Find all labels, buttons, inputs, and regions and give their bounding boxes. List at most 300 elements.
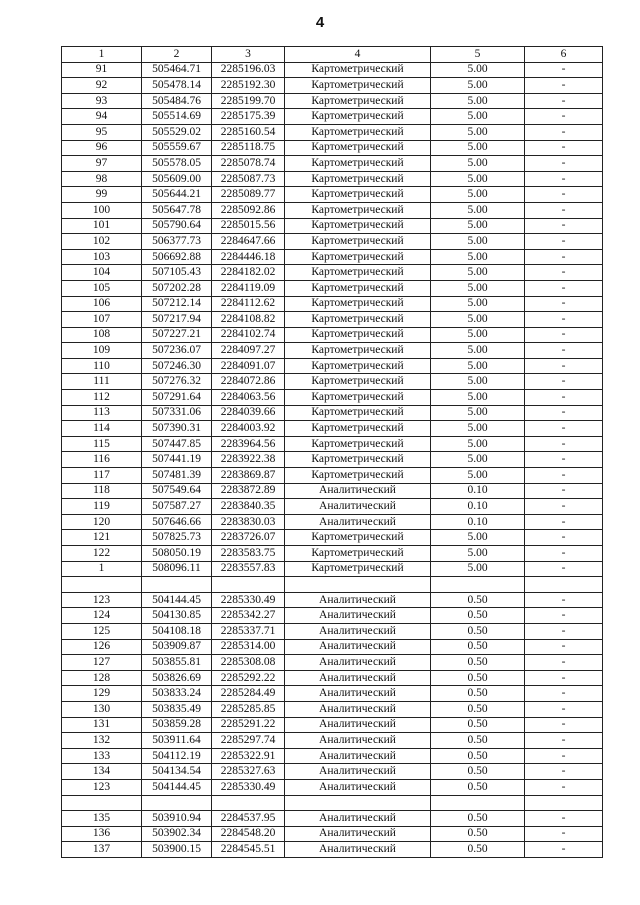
x-coordinate-cell: 505514.69 xyxy=(142,109,212,125)
table-row xyxy=(62,592,603,608)
note-cell: - xyxy=(525,218,603,234)
y-coordinate-cell: 2284108.82 xyxy=(212,312,285,328)
table-row xyxy=(62,312,603,328)
method-cell: Картометрический xyxy=(285,171,431,187)
y-coordinate-cell: 2285087.73 xyxy=(212,171,285,187)
note-cell: - xyxy=(525,78,603,94)
y-coordinate-cell: 2284647.66 xyxy=(212,234,285,250)
method-cell: Картометрический xyxy=(285,93,431,109)
y-coordinate-cell: 2285285.85 xyxy=(212,701,285,717)
accuracy-cell: 0.50 xyxy=(431,717,525,733)
x-coordinate-cell: 507390.31 xyxy=(142,421,212,437)
note-cell xyxy=(525,577,603,593)
y-coordinate-cell xyxy=(212,795,285,811)
x-coordinate-cell xyxy=(142,577,212,593)
x-coordinate-cell: 504144.45 xyxy=(142,779,212,795)
accuracy-cell: 0.50 xyxy=(431,686,525,702)
table-row xyxy=(62,109,603,125)
method-cell: Картометрический xyxy=(285,202,431,218)
point-number-cell: 104 xyxy=(62,265,142,281)
note-cell: - xyxy=(525,546,603,562)
x-coordinate-cell: 508050.19 xyxy=(142,546,212,562)
x-coordinate-cell xyxy=(142,795,212,811)
accuracy-cell: 5.00 xyxy=(431,343,525,359)
accuracy-cell: 0.50 xyxy=(431,748,525,764)
note-cell: - xyxy=(525,405,603,421)
method-cell: Картометрический xyxy=(285,124,431,140)
table-row xyxy=(62,156,603,172)
y-coordinate-cell: 2284446.18 xyxy=(212,249,285,265)
point-number-cell: 123 xyxy=(62,779,142,795)
note-cell: - xyxy=(525,608,603,624)
point-number-cell: 115 xyxy=(62,436,142,452)
header-cell: 2 xyxy=(142,47,212,63)
table-row xyxy=(62,140,603,156)
note-cell: - xyxy=(525,234,603,250)
x-coordinate-cell: 507447.85 xyxy=(142,436,212,452)
x-coordinate-cell: 503902.34 xyxy=(142,826,212,842)
note-cell: - xyxy=(525,670,603,686)
x-coordinate-cell: 504134.54 xyxy=(142,764,212,780)
table-row xyxy=(62,249,603,265)
table-row xyxy=(62,234,603,250)
point-number-cell: 101 xyxy=(62,218,142,234)
point-number-cell: 97 xyxy=(62,156,142,172)
point-number-cell: 106 xyxy=(62,296,142,312)
accuracy-cell: 5.00 xyxy=(431,156,525,172)
table-row xyxy=(62,218,603,234)
y-coordinate-cell: 2285297.74 xyxy=(212,733,285,749)
method-cell: Аналитический xyxy=(285,592,431,608)
accuracy-cell: 5.00 xyxy=(431,218,525,234)
accuracy-cell: 5.00 xyxy=(431,546,525,562)
table-row xyxy=(62,280,603,296)
point-number-cell: 132 xyxy=(62,733,142,749)
y-coordinate-cell: 2285175.39 xyxy=(212,109,285,125)
table-row xyxy=(62,124,603,140)
method-cell: Картометрический xyxy=(285,62,431,78)
accuracy-cell: 0.50 xyxy=(431,811,525,827)
x-coordinate-cell: 503911.64 xyxy=(142,733,212,749)
table-row xyxy=(62,639,603,655)
table-row xyxy=(62,826,603,842)
y-coordinate-cell: 2285322.91 xyxy=(212,748,285,764)
x-coordinate-cell: 506692.88 xyxy=(142,249,212,265)
y-coordinate-cell: 2284102.74 xyxy=(212,327,285,343)
y-coordinate-cell: 2284545.51 xyxy=(212,842,285,858)
note-cell: - xyxy=(525,374,603,390)
accuracy-cell: 5.00 xyxy=(431,436,525,452)
x-coordinate-cell: 506377.73 xyxy=(142,234,212,250)
note-cell: - xyxy=(525,124,603,140)
table-row xyxy=(62,686,603,702)
y-coordinate-cell: 2285196.03 xyxy=(212,62,285,78)
y-coordinate-cell: 2285199.70 xyxy=(212,93,285,109)
x-coordinate-cell: 505478.14 xyxy=(142,78,212,94)
y-coordinate-cell xyxy=(212,577,285,593)
table-row xyxy=(62,421,603,437)
y-coordinate-cell: 2284182.02 xyxy=(212,265,285,281)
table-row xyxy=(62,93,603,109)
note-cell: - xyxy=(525,701,603,717)
accuracy-cell: 0.50 xyxy=(431,623,525,639)
method-cell: Аналитический xyxy=(285,811,431,827)
point-number-cell: 116 xyxy=(62,452,142,468)
y-coordinate-cell: 2285327.63 xyxy=(212,764,285,780)
table-row xyxy=(62,499,603,515)
accuracy-cell: 0.50 xyxy=(431,733,525,749)
accuracy-cell: 0.50 xyxy=(431,592,525,608)
point-number-cell: 122 xyxy=(62,546,142,562)
y-coordinate-cell: 2284039.66 xyxy=(212,405,285,421)
accuracy-cell: 0.10 xyxy=(431,483,525,499)
method-cell xyxy=(285,795,431,811)
method-cell: Аналитический xyxy=(285,826,431,842)
table-row xyxy=(62,436,603,452)
point-number-cell: 91 xyxy=(62,62,142,78)
note-cell: - xyxy=(525,826,603,842)
accuracy-cell: 5.00 xyxy=(431,421,525,437)
accuracy-cell: 5.00 xyxy=(431,296,525,312)
table-row xyxy=(62,779,603,795)
x-coordinate-cell: 505529.02 xyxy=(142,124,212,140)
point-number-cell: 125 xyxy=(62,623,142,639)
y-coordinate-cell: 2283726.07 xyxy=(212,530,285,546)
note-cell: - xyxy=(525,717,603,733)
method-cell: Картометрический xyxy=(285,296,431,312)
table-row xyxy=(62,171,603,187)
y-coordinate-cell: 2285342.27 xyxy=(212,608,285,624)
method-cell: Аналитический xyxy=(285,499,431,515)
method-cell: Картометрический xyxy=(285,140,431,156)
method-cell: Картометрический xyxy=(285,78,431,94)
note-cell: - xyxy=(525,249,603,265)
x-coordinate-cell: 507217.94 xyxy=(142,312,212,328)
y-coordinate-cell: 2285337.71 xyxy=(212,623,285,639)
method-cell: Аналитический xyxy=(285,483,431,499)
point-number-cell: 135 xyxy=(62,811,142,827)
note-cell: - xyxy=(525,639,603,655)
note-cell: - xyxy=(525,93,603,109)
point-number-cell: 124 xyxy=(62,608,142,624)
method-cell: Картометрический xyxy=(285,187,431,203)
table-row xyxy=(62,546,603,562)
x-coordinate-cell: 507276.32 xyxy=(142,374,212,390)
method-cell: Картометрический xyxy=(285,234,431,250)
method-cell: Аналитический xyxy=(285,514,431,530)
note-cell: - xyxy=(525,499,603,515)
method-cell: Аналитический xyxy=(285,764,431,780)
point-number-cell: 100 xyxy=(62,202,142,218)
note-cell: - xyxy=(525,187,603,203)
note-cell: - xyxy=(525,514,603,530)
note-cell: - xyxy=(525,140,603,156)
accuracy-cell: 5.00 xyxy=(431,140,525,156)
x-coordinate-cell: 507246.30 xyxy=(142,358,212,374)
point-number-cell: 99 xyxy=(62,187,142,203)
point-number-cell: 119 xyxy=(62,499,142,515)
y-coordinate-cell: 2283557.83 xyxy=(212,561,285,577)
x-coordinate-cell: 505647.78 xyxy=(142,202,212,218)
accuracy-cell: 5.00 xyxy=(431,374,525,390)
y-coordinate-cell: 2285308.08 xyxy=(212,655,285,671)
accuracy-cell xyxy=(431,795,525,811)
note-cell: - xyxy=(525,436,603,452)
table-row xyxy=(62,764,603,780)
table-row xyxy=(62,296,603,312)
table-row xyxy=(62,811,603,827)
note-cell: - xyxy=(525,327,603,343)
point-number-cell: 130 xyxy=(62,701,142,717)
x-coordinate-cell: 507646.66 xyxy=(142,514,212,530)
y-coordinate-cell: 2283869.87 xyxy=(212,468,285,484)
x-coordinate-cell: 507212.14 xyxy=(142,296,212,312)
point-number-cell: 117 xyxy=(62,468,142,484)
point-number-cell: 1 xyxy=(62,561,142,577)
method-cell: Картометрический xyxy=(285,218,431,234)
y-coordinate-cell: 2284091.07 xyxy=(212,358,285,374)
table-row xyxy=(62,561,603,577)
x-coordinate-cell: 503900.15 xyxy=(142,842,212,858)
method-cell: Картометрический xyxy=(285,312,431,328)
x-coordinate-cell: 503835.49 xyxy=(142,701,212,717)
note-cell: - xyxy=(525,764,603,780)
point-number-cell: 133 xyxy=(62,748,142,764)
point-number-cell: 111 xyxy=(62,374,142,390)
point-number-cell: 121 xyxy=(62,530,142,546)
x-coordinate-cell: 503909.87 xyxy=(142,639,212,655)
table-row xyxy=(62,733,603,749)
x-coordinate-cell: 505609.00 xyxy=(142,171,212,187)
x-coordinate-cell: 505790.64 xyxy=(142,218,212,234)
method-cell: Аналитический xyxy=(285,733,431,749)
method-cell: Картометрический xyxy=(285,452,431,468)
y-coordinate-cell: 2284072.86 xyxy=(212,374,285,390)
table-row xyxy=(62,374,603,390)
method-cell: Аналитический xyxy=(285,670,431,686)
accuracy-cell: 5.00 xyxy=(431,202,525,218)
note-cell: - xyxy=(525,421,603,437)
y-coordinate-cell: 2285291.22 xyxy=(212,717,285,733)
x-coordinate-cell: 507291.64 xyxy=(142,390,212,406)
x-coordinate-cell: 507227.21 xyxy=(142,327,212,343)
page-number: 4 xyxy=(315,14,325,31)
point-number-cell: 93 xyxy=(62,93,142,109)
note-cell: - xyxy=(525,623,603,639)
note-cell: - xyxy=(525,468,603,484)
method-cell: Аналитический xyxy=(285,701,431,717)
note-cell: - xyxy=(525,109,603,125)
point-number-cell: 127 xyxy=(62,655,142,671)
accuracy-cell: 5.00 xyxy=(431,109,525,125)
method-cell: Аналитический xyxy=(285,748,431,764)
note-cell: - xyxy=(525,561,603,577)
point-number-cell: 114 xyxy=(62,421,142,437)
separator-row xyxy=(62,795,603,811)
note-cell: - xyxy=(525,202,603,218)
x-coordinate-cell: 507441.19 xyxy=(142,452,212,468)
y-coordinate-cell: 2283830.03 xyxy=(212,514,285,530)
table-row xyxy=(62,748,603,764)
y-coordinate-cell: 2283922.38 xyxy=(212,452,285,468)
accuracy-cell: 5.00 xyxy=(431,390,525,406)
note-cell: - xyxy=(525,779,603,795)
table-row xyxy=(62,530,603,546)
header-cell: 6 xyxy=(525,47,603,63)
table-row xyxy=(62,468,603,484)
point-number-cell: 102 xyxy=(62,234,142,250)
point-number-cell: 103 xyxy=(62,249,142,265)
note-cell: - xyxy=(525,280,603,296)
point-number-cell: 134 xyxy=(62,764,142,780)
accuracy-cell: 0.50 xyxy=(431,764,525,780)
table-row xyxy=(62,608,603,624)
table-row xyxy=(62,187,603,203)
accuracy-cell: 5.00 xyxy=(431,530,525,546)
x-coordinate-cell: 503859.28 xyxy=(142,717,212,733)
x-coordinate-cell: 504108.18 xyxy=(142,623,212,639)
method-cell: Картометрический xyxy=(285,265,431,281)
note-cell: - xyxy=(525,748,603,764)
point-number-cell: 96 xyxy=(62,140,142,156)
point-number-cell: 129 xyxy=(62,686,142,702)
point-number-cell: 94 xyxy=(62,109,142,125)
accuracy-cell: 5.00 xyxy=(431,358,525,374)
accuracy-cell: 0.50 xyxy=(431,670,525,686)
accuracy-cell: 5.00 xyxy=(431,327,525,343)
x-coordinate-cell: 504144.45 xyxy=(142,592,212,608)
y-coordinate-cell: 2283872.89 xyxy=(212,483,285,499)
table-row xyxy=(62,343,603,359)
accuracy-cell: 5.00 xyxy=(431,312,525,328)
header-cell: 3 xyxy=(212,47,285,63)
table-body xyxy=(62,47,603,858)
x-coordinate-cell: 503833.24 xyxy=(142,686,212,702)
accuracy-cell: 5.00 xyxy=(431,187,525,203)
y-coordinate-cell: 2284548.20 xyxy=(212,826,285,842)
y-coordinate-cell: 2285292.22 xyxy=(212,670,285,686)
table-row xyxy=(62,842,603,858)
point-number-cell: 126 xyxy=(62,639,142,655)
method-cell: Картометрический xyxy=(285,530,431,546)
table-row xyxy=(62,202,603,218)
y-coordinate-cell: 2285330.49 xyxy=(212,592,285,608)
point-number-cell: 108 xyxy=(62,327,142,343)
table-row xyxy=(62,514,603,530)
x-coordinate-cell: 507549.64 xyxy=(142,483,212,499)
point-number-cell: 118 xyxy=(62,483,142,499)
accuracy-cell: 5.00 xyxy=(431,93,525,109)
accuracy-cell: 5.00 xyxy=(431,124,525,140)
header-cell: 1 xyxy=(62,47,142,63)
note-cell: - xyxy=(525,592,603,608)
note-cell: - xyxy=(525,358,603,374)
y-coordinate-cell: 2285089.77 xyxy=(212,187,285,203)
point-number-cell: 98 xyxy=(62,171,142,187)
method-cell: Картометрический xyxy=(285,343,431,359)
y-coordinate-cell: 2284112.62 xyxy=(212,296,285,312)
point-number-cell: 120 xyxy=(62,514,142,530)
method-cell: Картометрический xyxy=(285,561,431,577)
method-cell: Картометрический xyxy=(285,249,431,265)
accuracy-cell: 5.00 xyxy=(431,171,525,187)
y-coordinate-cell: 2284119.09 xyxy=(212,280,285,296)
note-cell: - xyxy=(525,686,603,702)
y-coordinate-cell: 2285192.30 xyxy=(212,78,285,94)
x-coordinate-cell: 505644.21 xyxy=(142,187,212,203)
note-cell: - xyxy=(525,296,603,312)
y-coordinate-cell: 2285284.49 xyxy=(212,686,285,702)
header-cell: 5 xyxy=(431,47,525,63)
method-cell: Картометрический xyxy=(285,546,431,562)
y-coordinate-cell: 2284003.92 xyxy=(212,421,285,437)
point-number-cell: 95 xyxy=(62,124,142,140)
accuracy-cell: 0.50 xyxy=(431,639,525,655)
note-cell: - xyxy=(525,655,603,671)
accuracy-cell: 0.50 xyxy=(431,779,525,795)
method-cell: Картометрический xyxy=(285,280,431,296)
note-cell: - xyxy=(525,842,603,858)
accuracy-cell: 0.10 xyxy=(431,499,525,515)
table-row xyxy=(62,390,603,406)
accuracy-cell: 5.00 xyxy=(431,561,525,577)
point-number-cell: 131 xyxy=(62,717,142,733)
accuracy-cell: 5.00 xyxy=(431,78,525,94)
x-coordinate-cell: 508096.11 xyxy=(142,561,212,577)
y-coordinate-cell: 2283964.56 xyxy=(212,436,285,452)
note-cell: - xyxy=(525,452,603,468)
note-cell: - xyxy=(525,312,603,328)
accuracy-cell: 5.00 xyxy=(431,249,525,265)
accuracy-cell: 0.10 xyxy=(431,514,525,530)
x-coordinate-cell: 505578.05 xyxy=(142,156,212,172)
table-row xyxy=(62,623,603,639)
method-cell: Картометрический xyxy=(285,374,431,390)
table-row xyxy=(62,62,603,78)
x-coordinate-cell: 503910.94 xyxy=(142,811,212,827)
note-cell: - xyxy=(525,530,603,546)
x-coordinate-cell: 505559.67 xyxy=(142,140,212,156)
accuracy-cell: 5.00 xyxy=(431,452,525,468)
point-number-cell: 105 xyxy=(62,280,142,296)
note-cell: - xyxy=(525,390,603,406)
table-row xyxy=(62,358,603,374)
x-coordinate-cell: 505484.76 xyxy=(142,93,212,109)
accuracy-cell: 0.50 xyxy=(431,608,525,624)
note-cell xyxy=(525,795,603,811)
note-cell: - xyxy=(525,156,603,172)
table-row xyxy=(62,701,603,717)
method-cell: Аналитический xyxy=(285,655,431,671)
accuracy-cell xyxy=(431,577,525,593)
note-cell: - xyxy=(525,265,603,281)
table-row xyxy=(62,78,603,94)
note-cell: - xyxy=(525,483,603,499)
point-number-cell: 109 xyxy=(62,343,142,359)
note-cell: - xyxy=(525,811,603,827)
point-number-cell: 128 xyxy=(62,670,142,686)
method-cell: Аналитический xyxy=(285,623,431,639)
y-coordinate-cell: 2285118.75 xyxy=(212,140,285,156)
note-cell: - xyxy=(525,733,603,749)
point-number-cell: 136 xyxy=(62,826,142,842)
note-cell: - xyxy=(525,171,603,187)
separator-row xyxy=(62,577,603,593)
x-coordinate-cell: 507825.73 xyxy=(142,530,212,546)
x-coordinate-cell: 507481.39 xyxy=(142,468,212,484)
method-cell xyxy=(285,577,431,593)
method-cell: Картометрический xyxy=(285,358,431,374)
